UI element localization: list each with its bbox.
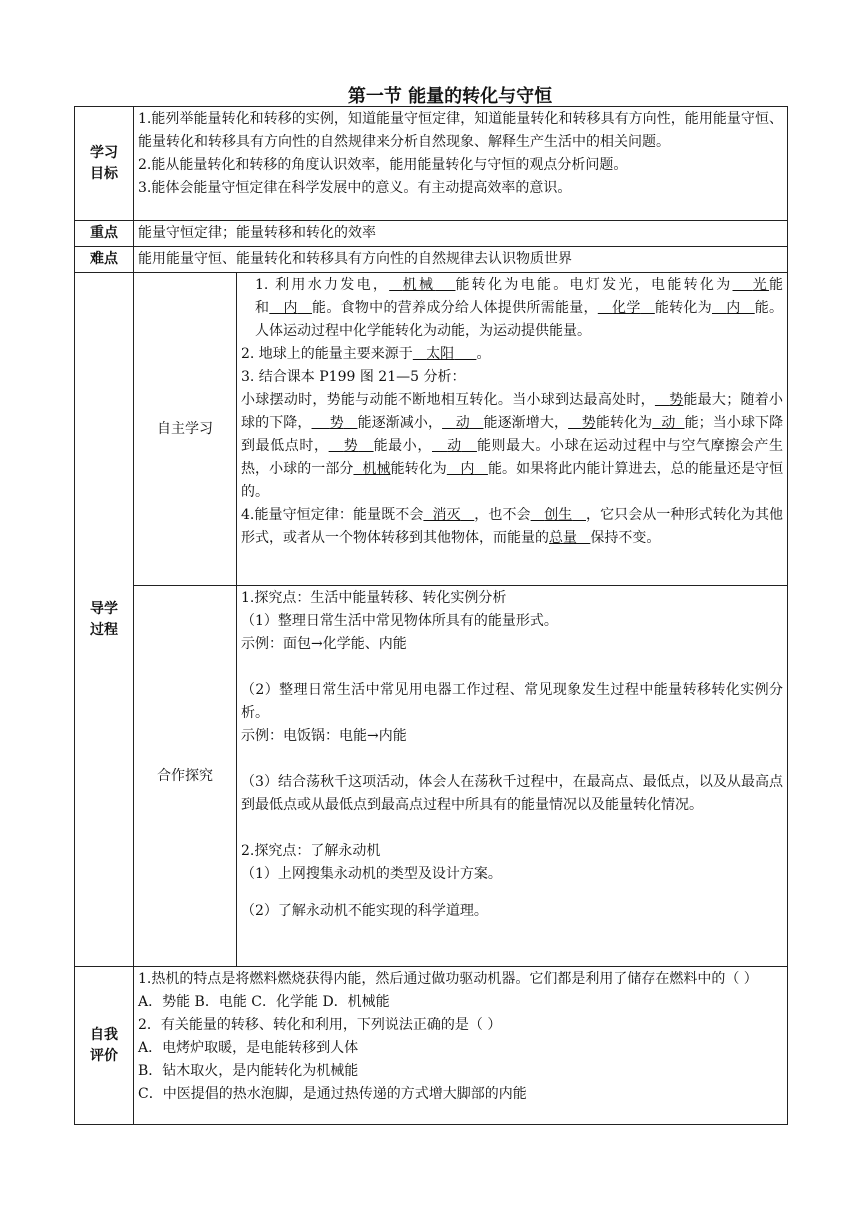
question-3-head: 3. 结合课本 P199 图 21—5 分析： xyxy=(241,369,466,385)
self-study-label: 自主学习 xyxy=(134,273,237,586)
question-4: 4.能量守恒定律：能量既不会 消灭 ，也不会 创生 ，它只会从一种形式转化为其他形式，或者从一个物体转移到其他物体，而能量的总量 保持不变。 xyxy=(241,507,784,546)
self-study-content xyxy=(237,273,788,586)
page-title: 第一节 能量的转化与守恒 xyxy=(347,86,553,107)
difficulty-label: 难点 xyxy=(75,247,134,273)
coop-task: （2）整理日常生活中常见用电器工作过程、常见现象发生过程中能量转移转化实例分析。 xyxy=(241,682,784,721)
study-guide-table xyxy=(74,106,788,1125)
coop-task: （1）上网搜集永动机的类型及设计方案。 xyxy=(241,866,502,882)
coop-task: （3）结合荡秋千这项活动，体会人在荡秋千过程中，在最高点、最低点，以及从最高点到最低点或从最低点到最高点过程中所具有的能量情况以及能量转化情况。 xyxy=(241,774,784,813)
coop-example: 示例：面包→化学能、内能 xyxy=(241,636,407,652)
coop-content xyxy=(237,586,788,967)
eval-option: A．电烤炉取暖，是电能转移到人体 xyxy=(138,1040,359,1056)
difficulty-text: 能用能量守恒、能量转化和转移具有方向性的自然规律去认识物质世界 xyxy=(134,247,788,273)
self-eval-label: 自我 评价 xyxy=(75,967,134,1125)
coop-topic-1: 1.探究点：生活中能量转移、转化实例分析 xyxy=(241,590,507,606)
goals-label: 学习 目标 xyxy=(75,107,134,221)
coop-task: （2）了解永动机不能实现的科学道理。 xyxy=(241,903,488,919)
goal-item: 1.能列举能量转化和转移的实例，知道能量守恒定律，知道能量转化和转移具有方向性，能用能量守恒、能量转化和转移具有方向性的自然规律来分析自然现象、解释生产生活中的相关问题。 xyxy=(138,111,784,150)
coop-row xyxy=(75,586,788,967)
goals-row xyxy=(75,107,788,221)
eval-question-1: 1.热机的特点是将燃料燃烧获得内能，然后通过做功驱动机器。它们都是利用了储存在燃料中的（ ） xyxy=(138,971,758,987)
coop-label: 合作探究 xyxy=(134,586,237,967)
eval-option: C．中医提倡的热水泡脚，是通过热传递的方式增大脚部的内能 xyxy=(138,1086,527,1102)
eval-options-1: A．势能 B．电能 C．化学能 D．机械能 xyxy=(138,994,390,1010)
question-1: 1. 利用水力发电， 机械 能转化为电能。电灯发光，电能转化为 光能和 内 能。食物中的营养成分给人体提供所需能量， 化学 能转化为 内 能。人体运动过程中化学能转化为动能，为运动提供能量。 xyxy=(255,277,784,339)
key-text: 能量守恒定律；能量转移和转化的效率 xyxy=(134,221,788,247)
goals-content xyxy=(134,107,788,221)
goal-item: 2.能从能量转化和转移的角度认识效率，能用能量转化与守恒的观点分析问题。 xyxy=(138,157,628,173)
goal-item: 3.能体会能量守恒定律在科学发展中的意义。有主动提高效率的意识。 xyxy=(138,180,572,196)
coop-task: （1）整理日常生活中常见物体所具有的能量形式。 xyxy=(241,613,558,629)
key-label: 重点 xyxy=(75,221,134,247)
difficulty-row xyxy=(75,247,788,273)
question-2: 2. 地球上的能量主要来源于 太阳 。 xyxy=(241,346,491,362)
self-eval-content xyxy=(134,967,788,1125)
self-eval-row xyxy=(75,967,788,1125)
key-row xyxy=(75,221,788,247)
self-study-row xyxy=(75,273,788,586)
process-label: 导学 过程 xyxy=(75,273,134,967)
question-3: 小球摆动时，势能与动能不断地相互转化。当小球到达最高处时， 势能最大；随着小球的下降， 势 能逐渐减小， 动 能逐渐增大， 势能转化为 动 能；当小球下降到最低点时， 势 能最小， 动 能则最大。小球在运动过程中与空气摩擦会产生热，小球的一部分 机械能转化为 内 能。如果将此内能计算进去，总的能量还是守恒的。 xyxy=(241,392,784,500)
coop-topic-2: 2.探究点：了解永动机 xyxy=(241,843,381,859)
eval-question-2: 2．有关能量的转移、转化和利用，下列说法正确的是（ ） xyxy=(138,1017,502,1033)
coop-example: 示例：电饭锅：电能→内能 xyxy=(241,728,407,744)
eval-option: B．钻木取火，是内能转化为机械能 xyxy=(138,1063,359,1079)
